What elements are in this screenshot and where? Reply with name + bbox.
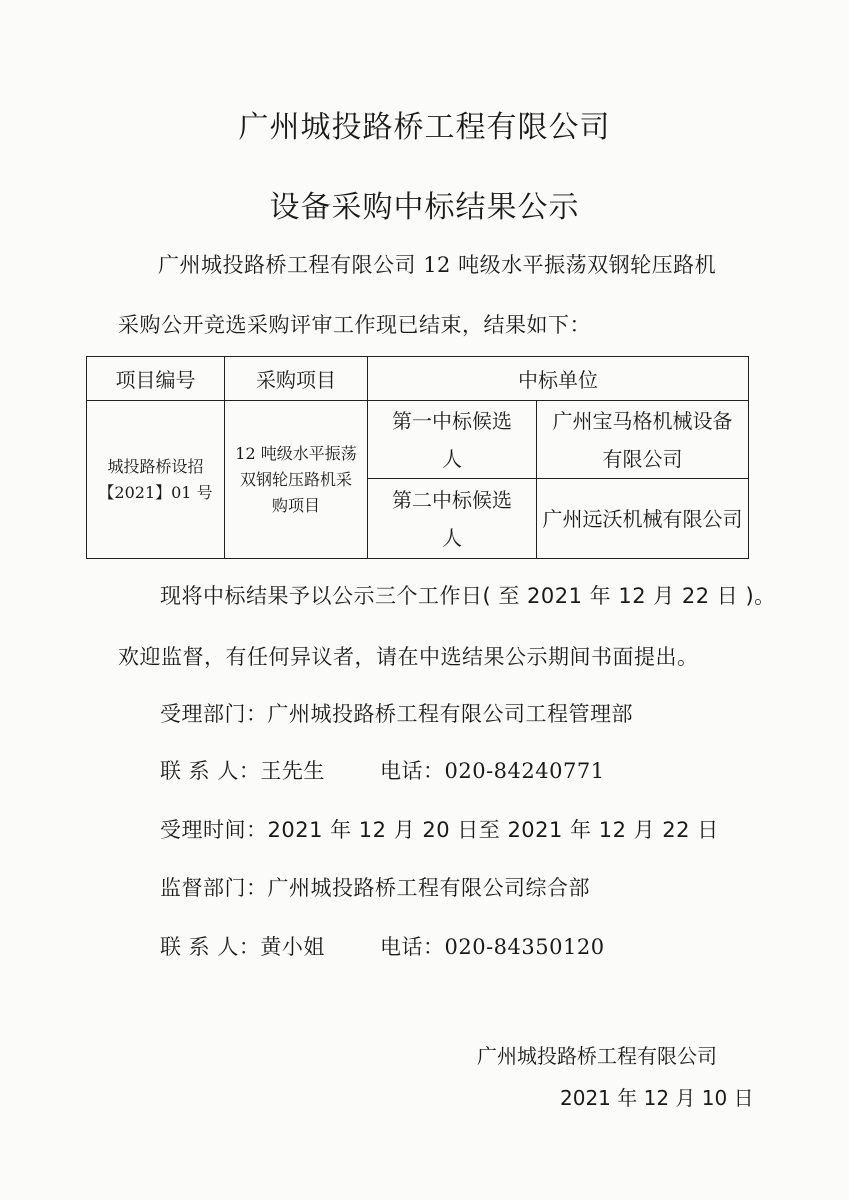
intro-line-2: 采购公开竞选采购评审工作现已结束，结果如下： bbox=[118, 313, 591, 337]
time-line bbox=[160, 814, 719, 844]
company-cell-1: 广州宝马格机械设备有限公司 bbox=[537, 401, 749, 479]
notice-line-1: 现将中标结果予以公示三个工作日( 至 2021 年 12 月 22 日 )。 bbox=[160, 584, 776, 608]
header-project-no: 项目编号 bbox=[87, 357, 225, 401]
signature-date: 2021 年 12 月 10 日 bbox=[560, 1086, 754, 1110]
contact2-label: 联 系 人： bbox=[160, 935, 261, 959]
phone2-label: 电话： bbox=[380, 935, 445, 959]
dept-line bbox=[160, 698, 633, 728]
time-value: 2021 年 12 月 20 日至 2021 年 12 月 22 日 bbox=[267, 818, 719, 842]
header-project-name: 采购项目 bbox=[225, 357, 368, 401]
header-winner: 中标单位 bbox=[368, 357, 749, 401]
dept-value: 广州城投路桥工程有限公司工程管理部 bbox=[267, 702, 633, 726]
rank-cell-2: 第二中标候选人 bbox=[368, 479, 537, 559]
signature-company: 广州城投路桥工程有限公司 bbox=[477, 1044, 717, 1068]
project-no-line-2: 【2021】01 号 bbox=[98, 482, 213, 502]
contact1-label: 联 系 人： bbox=[160, 759, 261, 783]
table-header-row bbox=[87, 357, 749, 401]
contact2-name: 黄小姐 bbox=[260, 935, 325, 959]
phone1-line bbox=[380, 755, 605, 785]
dept-label: 受理部门： bbox=[160, 702, 268, 726]
project-name-cell: 12 吨级水平振荡双钢轮压路机采购项目 bbox=[225, 401, 368, 559]
table-row bbox=[87, 401, 749, 479]
supervise-value: 广州城投路桥工程有限公司综合部 bbox=[267, 876, 590, 900]
phone1-label: 电话： bbox=[380, 759, 445, 783]
time-label: 受理时间： bbox=[160, 818, 268, 842]
contact1-line bbox=[160, 755, 325, 785]
supervise-label: 监督部门： bbox=[160, 876, 268, 900]
phone1-value: 020-84240771 bbox=[444, 759, 605, 783]
notice-line-2: 欢迎监督，有任何异议者，请在中选结果公示期间书面提出。 bbox=[118, 645, 699, 669]
contact2-line bbox=[160, 931, 325, 961]
project-no-line-1: 城投路桥设招 bbox=[107, 456, 204, 476]
intro-text-a: 广州城投路桥工程有限公司 bbox=[158, 253, 424, 277]
project-no-cell bbox=[87, 401, 225, 559]
company-title: 广州城投路桥工程有限公司 bbox=[238, 110, 611, 145]
phone2-value: 020-84350120 bbox=[444, 935, 605, 959]
intro-line-1 bbox=[158, 249, 716, 279]
supervise-line bbox=[160, 872, 590, 902]
result-table bbox=[86, 356, 749, 559]
page-title: 设备采购中标结果公示 bbox=[269, 190, 580, 225]
phone2-line bbox=[380, 931, 605, 961]
company-cell-2: 广州远沃机械有限公司 bbox=[537, 479, 749, 559]
contact1-name: 王先生 bbox=[260, 759, 325, 783]
intro-number: 12 bbox=[423, 253, 451, 277]
rank-cell-1: 第一中标候选人 bbox=[368, 401, 537, 479]
intro-text-b: 吨级水平振荡双钢轮压路机 bbox=[450, 253, 717, 277]
